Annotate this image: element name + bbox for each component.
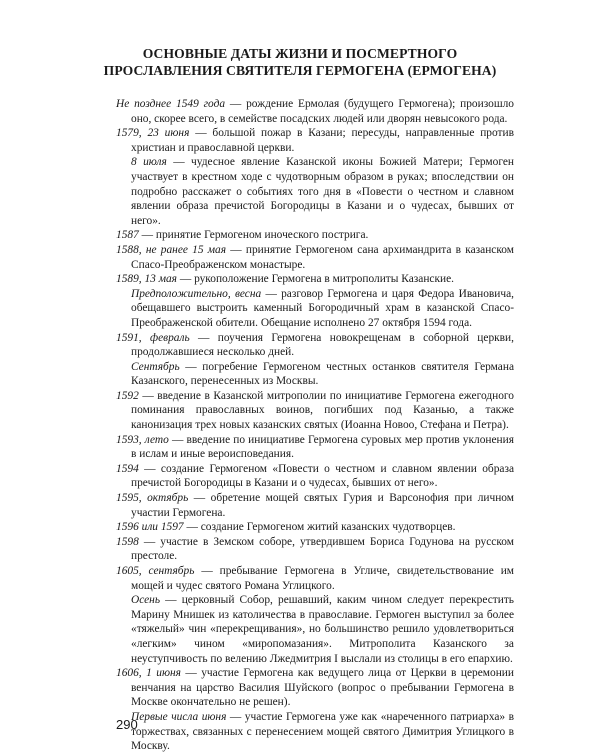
entry-date: 1591, февраль <box>116 331 190 344</box>
entry-date: Не позднее 1549 года <box>116 98 226 110</box>
entry-date: 1592 <box>116 389 139 402</box>
title-line-2: ПРОСЛАВЛЕНИЯ СВЯТИТЕЛЯ ГЕРМОГЕНА (ЕРМОГЕНА) <box>103 63 497 78</box>
chronology-entry <box>116 564 514 593</box>
chronology-entry <box>116 331 514 360</box>
entry-text: — введение в Казанской митрополии по инициативе Гермогена ежегодного поминания православных воинов, погибших под Казанью, а также канонизация трех новых казанских святых (Иоанна Новоо, Стефана и Петра). <box>131 389 514 432</box>
chronology-subentry <box>116 360 514 389</box>
entry-text: — поучения Гермогена новокрещенам в соборной церкви, продолжавшиеся несколько дней. <box>131 331 515 359</box>
entry-date: Первые числа июня <box>131 710 227 723</box>
entry-text: — пребывание Гермогена в Угличе, свидетельствование им мощей и чудес святого Романа Углицкого. <box>131 565 514 592</box>
chronology-entry <box>116 462 514 491</box>
entry-text: — рукоположение Гермогена в митрополиты Казанские. <box>176 273 455 286</box>
entry-date: 1589, 13 мая <box>116 273 177 286</box>
entry-text: — большой пожар в Казани; пересуды, направленные против христиан и православной церкви. <box>131 127 514 154</box>
entry-text: — участие Гермогена уже как «нареченного патриарха» в торжествах, связанных с перенесением мощей святого Димитрия Углицкого в Москву. <box>131 710 515 753</box>
entry-date: 1605, сентябрь <box>116 565 195 577</box>
chronology-entry <box>116 433 514 462</box>
page-title <box>0 45 600 79</box>
entry-text: — создание Гермогеном житий казанских чудотворцев. <box>183 521 456 534</box>
entry-date: Сентябрь <box>131 360 180 373</box>
chronology-entry <box>116 535 514 564</box>
entry-date: 8 июля <box>131 156 167 169</box>
entry-date: 1588, не ранее 15 мая <box>116 243 227 256</box>
entry-text: — принятие Гермогеном сана архимандрита в казанском Спасо-Преображенском монастыре. <box>131 243 514 271</box>
entry-text: — разговор Гермогена и царя Федора Ивановича, обещавшего выстроить каменный Богородичный храм в казанской Спасо-Преображенской обители. Обещание исполнено 27 октября 1594 года. <box>131 287 515 329</box>
entry-date: 1594 <box>116 462 139 475</box>
chronology-entry <box>116 97 514 126</box>
entry-text: — церковный Собор, решавший, каким чином следует перекрестить Марину Мнишек из католичества в православие. Гермоген выступил за более «тяжелый» чин «перекрещивания», но большинство решило удовлетвориться «легким» чином «миропомазания». Митрополита Казанского за неуступчивость по велению Лжедмитрия I выслали из столицы в его епархию. <box>131 594 514 665</box>
entry-text: — участие в Земском соборе, утвердившем Бориса Годунова на русском престоле. <box>131 535 514 563</box>
entry-date: 1596 или 1597 <box>116 521 184 534</box>
entry-text: — создание Гермогеном «Повести о честном и славном явлении образа пречистой Богородицы в Казани и о чудесах, бывших от него». <box>131 462 514 490</box>
chronology-entry <box>116 228 514 243</box>
entry-date: Осень <box>131 594 161 607</box>
entry-text: — участие Гермогена как ведущего лица от Церкви в церемонии венчания на царство Василия Шуйского (вопрос о пребывании Гермогена в Москве окончательно не решен). <box>131 667 514 709</box>
title-line-1: ОСНОВНЫЕ ДАТЫ ЖИЗНИ И ПОСМЕРТНОГО <box>142 46 458 61</box>
chronology-entry <box>116 666 514 710</box>
chronology-subentry <box>116 593 514 666</box>
chronology-list <box>116 97 514 754</box>
entry-text: — введение по инициативе Гермогена суровых мер против уклонения в ислам и иные вероисповедания. <box>131 433 514 461</box>
chronology-subentry <box>116 710 514 754</box>
entry-date: 1606, 1 июня <box>116 667 181 680</box>
entry-date: 1593, лето <box>116 433 169 446</box>
entry-date: 1595, октябрь <box>116 492 189 505</box>
entry-text: — принятие Гермогеном иноческого пострига. <box>138 229 369 242</box>
chronology-entry <box>116 520 514 535</box>
entry-text: — обретение мощей святых Гурия и Варсонофия при личном участии Гермогена. <box>131 492 514 519</box>
chronology-entry <box>116 389 514 433</box>
entry-date: 1579, 23 июня <box>116 127 190 140</box>
entry-date: 1587 <box>116 229 139 242</box>
chronology-subentry <box>116 287 514 331</box>
chronology-entry <box>116 272 514 287</box>
page-number: 290 <box>116 717 138 732</box>
chronology-entry <box>116 491 514 520</box>
entry-date: 1598 <box>116 535 139 548</box>
chronology-entry <box>116 243 514 272</box>
chronology-entry <box>116 126 514 155</box>
entry-date: Предположительно, весна <box>131 287 262 300</box>
entry-text: — чудесное явление Казанской иконы Божией Матери; Гермоген участвует в крестном ходе с чудотворным образом в руках; впоследствии он подробно расскажет о событиях того дня в «Повести о честном и славном явлении образа пречистой Богородицы в Казани и о чудесах, бывших от него». <box>131 156 515 227</box>
entry-text: — рождение Ермолая (будущего Гермогена); произошло оно, скорее всего, в семействе посадских людей или дворян невысокого рода. <box>131 98 514 125</box>
entry-text: — погребение Гермогеном честных останков святителя Германа Казанского, перенесенных из Москвы. <box>131 360 514 388</box>
chronology-subentry <box>116 155 514 228</box>
